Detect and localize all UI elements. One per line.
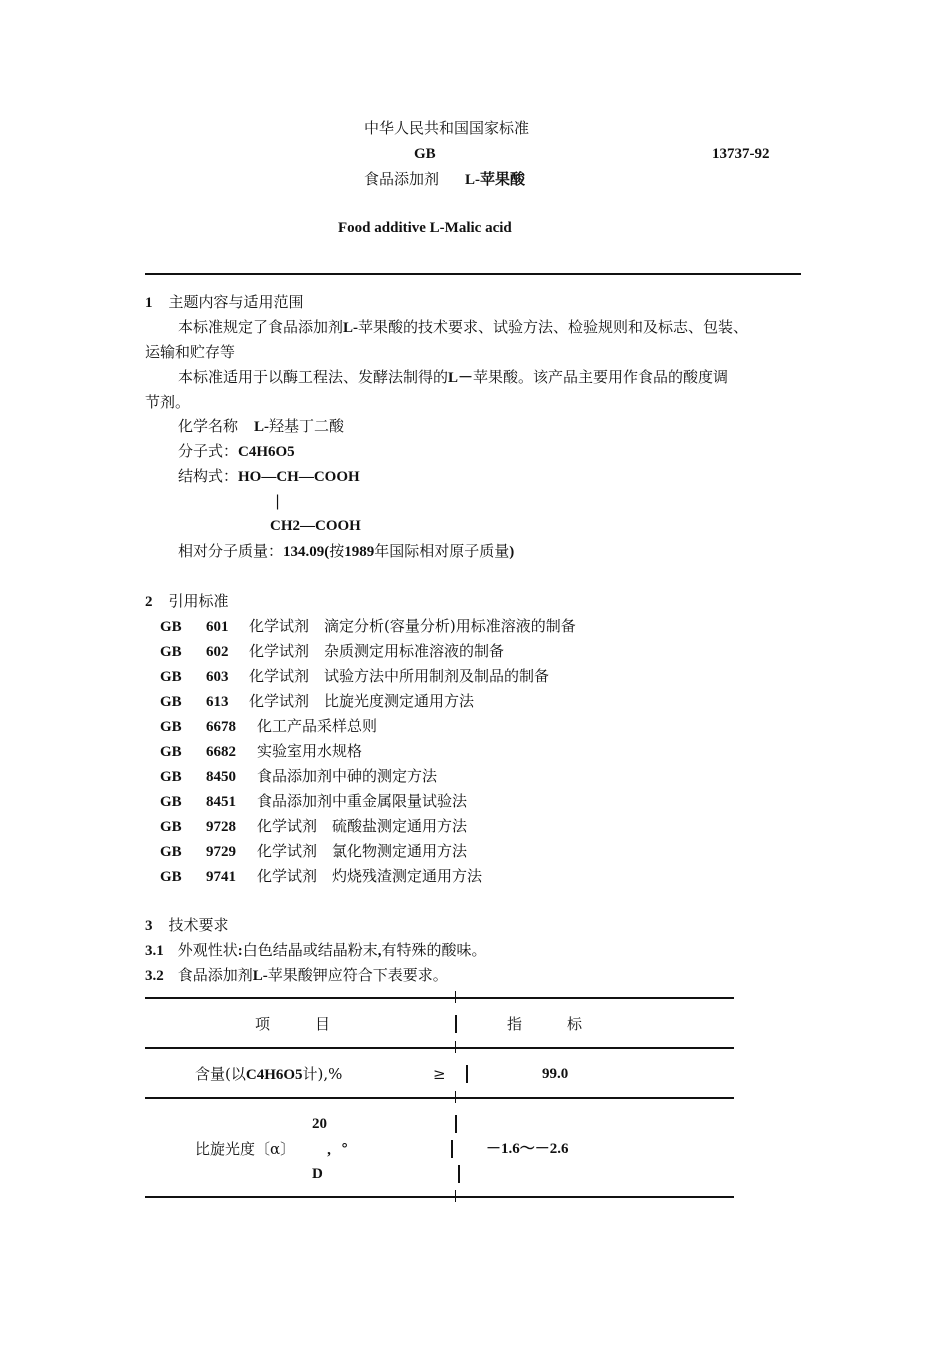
reference-number: 601 bbox=[206, 619, 229, 635]
reference-title: 化学试剂 比旋光度测定通用方法 bbox=[249, 692, 475, 710]
reference-title: 化学试剂 试验方法中所用制剂及制品的制备 bbox=[249, 667, 550, 685]
section3-number: 3 bbox=[145, 918, 153, 934]
s32-pre: 食品添加剂 bbox=[177, 966, 253, 984]
s31-text2: 有特殊的酸味。 bbox=[381, 941, 487, 959]
s31-comma: , bbox=[377, 943, 382, 959]
section1-heading bbox=[145, 292, 304, 313]
para2-post: 苹果酸。该产品主要用作食品的酸度调 bbox=[473, 368, 729, 386]
reference-title: 化学试剂 滴定分析(容量分析)用标准溶液的制备 bbox=[249, 617, 576, 635]
reference-code: GB bbox=[160, 619, 182, 635]
reference-code: GB bbox=[160, 644, 182, 660]
reference-item bbox=[160, 841, 467, 862]
molecular-formula bbox=[178, 441, 295, 462]
reference-number: 6682 bbox=[206, 744, 236, 760]
structure-line1: HO—CH—COOH bbox=[238, 469, 360, 485]
structure-line2: CH2—COOH bbox=[270, 518, 361, 534]
section1-title: 主题内容与适用范围 bbox=[168, 293, 304, 311]
mass-label: 相对分子质量： bbox=[178, 542, 284, 560]
standard-code-prefix: GB bbox=[414, 146, 436, 162]
reference-number: 6678 bbox=[206, 719, 236, 735]
reference-title: 化工产品采样总则 bbox=[257, 717, 378, 735]
reference-title: 食品添加剂中砷的测定方法 bbox=[257, 767, 438, 785]
molecular-mass bbox=[178, 541, 514, 562]
section1-para2-cont: 节剂。 bbox=[145, 393, 191, 411]
reference-item bbox=[160, 716, 377, 737]
title-cn-product: L-苹果酸 bbox=[465, 172, 526, 188]
mass-note2: 年国际相对原子质量 bbox=[374, 542, 510, 560]
reference-number: 9729 bbox=[206, 844, 236, 860]
table-rule-bottom bbox=[145, 1196, 734, 1198]
chem-name-value: 羟基丁二酸 bbox=[269, 417, 345, 435]
s32-bold: L- bbox=[252, 968, 268, 984]
reference-number: 9741 bbox=[206, 869, 236, 885]
reference-code: GB bbox=[160, 744, 182, 760]
s32-number: 3.2 bbox=[145, 968, 164, 984]
reference-item bbox=[160, 766, 437, 787]
formula-value: C4H6O5 bbox=[238, 444, 295, 460]
section3-2 bbox=[145, 965, 448, 986]
section1-para1-cont: 运输和贮存等 bbox=[145, 343, 236, 361]
row2-superscript: 20 bbox=[312, 1116, 327, 1132]
reference-code: GB bbox=[160, 794, 182, 810]
table-head-spec: 指 标 bbox=[507, 1015, 583, 1033]
section1-para2 bbox=[178, 367, 728, 388]
row1-label-bold: C4H6O5 bbox=[245, 1067, 303, 1083]
reference-title: 食品添加剂中重金属限量试验法 bbox=[257, 792, 468, 810]
structural-formula bbox=[178, 466, 360, 487]
s31-number: 3.1 bbox=[145, 943, 164, 959]
table-divider-row1 bbox=[466, 1065, 468, 1083]
reference-number: 613 bbox=[206, 694, 229, 710]
table-divider-row2c bbox=[458, 1165, 460, 1183]
reference-number: 9728 bbox=[206, 819, 236, 835]
title-cn-category: 食品添加剂 bbox=[364, 170, 440, 188]
para1-bold: L- bbox=[343, 320, 359, 336]
para1-pre: 本标准规定了食品添加剂 bbox=[178, 318, 344, 336]
reference-item bbox=[160, 616, 576, 637]
reference-number: 8451 bbox=[206, 794, 236, 810]
section3-title: 技术要求 bbox=[168, 916, 229, 934]
reference-code: GB bbox=[160, 719, 182, 735]
table-head-item: 项 目 bbox=[255, 1015, 331, 1033]
chem-name-bold: L- bbox=[254, 419, 270, 435]
row2-subscript: D bbox=[312, 1166, 323, 1182]
reference-item bbox=[160, 791, 467, 812]
reference-number: 602 bbox=[206, 644, 229, 660]
title-en: Food additive L-Malic acid bbox=[338, 220, 512, 236]
row1-label-pre: 含量(以 bbox=[195, 1065, 246, 1083]
reference-item bbox=[160, 691, 474, 712]
section2-title: 引用标准 bbox=[168, 592, 229, 610]
reference-item bbox=[160, 866, 482, 887]
table-tick-bottom bbox=[455, 1190, 456, 1202]
reference-title: 化学试剂 氯化物测定通用方法 bbox=[257, 842, 468, 860]
section3-heading bbox=[145, 915, 229, 936]
row1-label bbox=[195, 1064, 342, 1085]
mass-value: 134.09( bbox=[283, 544, 330, 560]
row1-value: 99.0 bbox=[542, 1066, 569, 1082]
row2-value: －1.6～－2.6 bbox=[486, 1141, 569, 1157]
mass-note1: 按 bbox=[329, 542, 345, 560]
reference-code: GB bbox=[160, 819, 182, 835]
reference-item bbox=[160, 666, 549, 687]
row1-label-post: 计),% bbox=[302, 1065, 343, 1083]
reference-code: GB bbox=[160, 869, 182, 885]
section3-1 bbox=[145, 940, 487, 961]
reference-title: 化学试剂 硫酸盐测定通用方法 bbox=[257, 817, 468, 835]
title-cn bbox=[364, 169, 525, 190]
structure-bar: | bbox=[275, 492, 281, 510]
section2-number: 2 bbox=[145, 594, 153, 610]
national-standard-heading: 中华人民共和国国家标准 bbox=[364, 119, 530, 137]
reference-title: 实验室用水规格 bbox=[257, 742, 363, 760]
reference-code: GB bbox=[160, 769, 182, 785]
s31-text1: 白色结晶或结晶粉末 bbox=[242, 941, 378, 959]
section2-heading bbox=[145, 591, 229, 612]
reference-title: 化学试剂 杂质测定用标准溶液的制备 bbox=[249, 642, 505, 660]
para2-pre: 本标准适用于以酶工程法、发酵法制得的 bbox=[178, 368, 449, 386]
table-divider-head bbox=[455, 1015, 457, 1033]
table-rule-row1 bbox=[145, 1097, 734, 1099]
row2-label bbox=[195, 1139, 348, 1160]
reference-code: GB bbox=[160, 669, 182, 685]
structure-label: 结构式： bbox=[178, 467, 239, 485]
chemical-name bbox=[178, 416, 344, 437]
row2-label-text: 比旋光度〔α〕 bbox=[195, 1140, 296, 1158]
mass-close: ) bbox=[509, 544, 515, 560]
s31-colon: : bbox=[237, 943, 243, 959]
table-rule-head bbox=[145, 1047, 734, 1049]
reference-number: 603 bbox=[206, 669, 229, 685]
section1-para1 bbox=[178, 317, 748, 338]
table-divider-row2b bbox=[451, 1140, 453, 1158]
reference-number: 8450 bbox=[206, 769, 236, 785]
table-tick-top bbox=[455, 991, 456, 1003]
table-rule-top bbox=[145, 997, 734, 999]
reference-code: GB bbox=[160, 694, 182, 710]
reference-title: 化学试剂 灼烧残渣测定通用方法 bbox=[257, 867, 483, 885]
reference-code: GB bbox=[160, 844, 182, 860]
reference-item bbox=[160, 816, 467, 837]
s31-label: 外观性状 bbox=[177, 941, 238, 959]
row2-unit-comma: , bbox=[327, 1142, 331, 1158]
header-rule bbox=[145, 273, 801, 275]
reference-item bbox=[160, 641, 504, 662]
table-divider-row2a bbox=[455, 1115, 457, 1133]
mass-year: 1989 bbox=[344, 544, 375, 560]
s32-post: 苹果酸钾应符合下表要求。 bbox=[267, 966, 448, 984]
formula-label: 分子式： bbox=[178, 442, 239, 460]
table-tick-head bbox=[455, 1041, 456, 1053]
row1-operator: ≥ bbox=[433, 1065, 446, 1083]
para1-post: 苹果酸的技术要求、试验方法、检验规则和及标志、包装、 bbox=[358, 318, 749, 336]
reference-item bbox=[160, 741, 362, 762]
table-tick-row1 bbox=[455, 1091, 456, 1103]
standard-code-number: 13737-92 bbox=[712, 146, 770, 162]
row2-unit: ° bbox=[340, 1140, 349, 1158]
section1-number: 1 bbox=[145, 295, 153, 311]
chem-name-label: 化学名称 bbox=[178, 417, 239, 435]
para2-bold: L－ bbox=[448, 370, 474, 386]
